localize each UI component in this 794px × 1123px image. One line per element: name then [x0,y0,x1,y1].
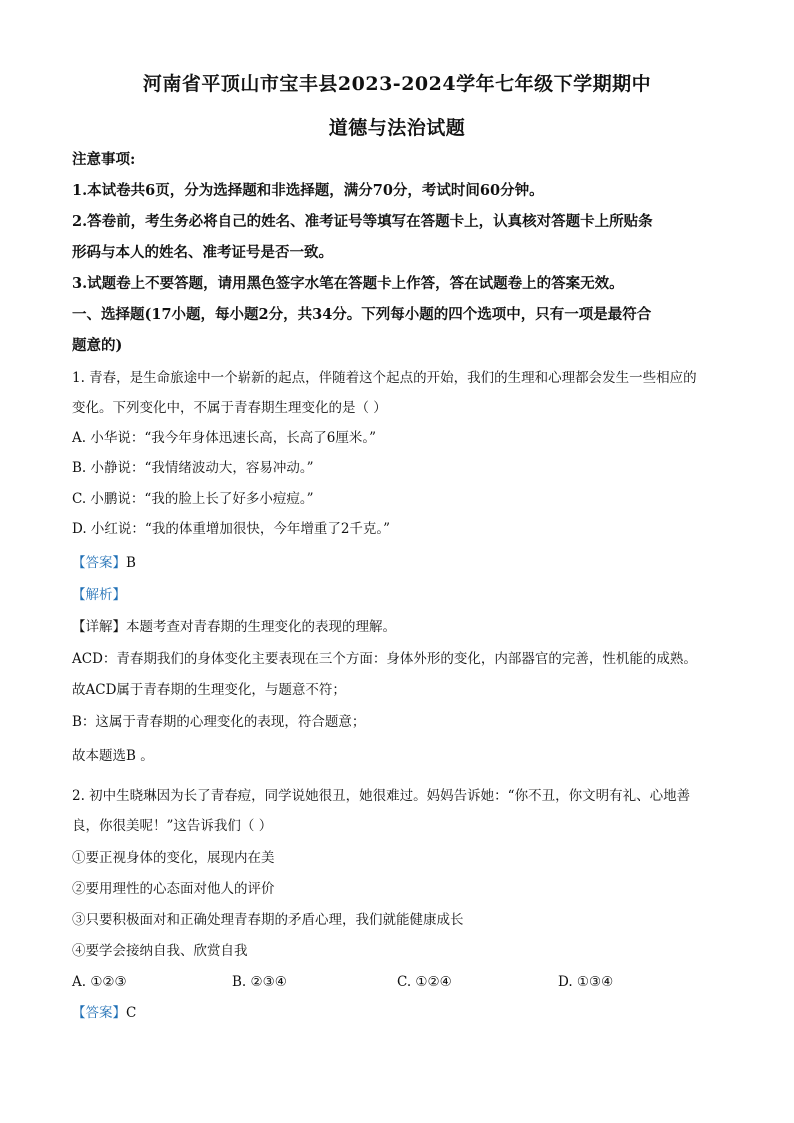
section-heading-line1: 一、选择题(17小题，每小题2分，共34分。下列每小题的四个选项中，只有一项是最符合 [72,306,652,323]
q2-statement: ④要学会接纳自我、欣赏自我 [72,943,248,959]
answer-value: B [126,555,136,571]
q1-detail [72,617,732,637]
q2-statement: ③只要积极面对和正确处理青春期的矛盾心理，我们就能健康成长 [72,912,464,928]
notice-item: 1.本试卷共6页，分为选择题和非选择题，满分70分，考试时间60分钟。 [72,182,544,199]
exam-title-line1: 河南省平顶山市宝丰县2023-2024学年七年级下学期期中 [142,73,652,95]
q1-explain-line: 故本题选B 。 [72,748,154,764]
detail-tag: 【详解】 [72,619,126,635]
exam-title-line2: 道德与法治试题 [328,117,466,139]
q2-option-b: B. ②③④ [232,974,287,990]
q1-explain-line: ACD：青春期我们的身体变化主要表现在三个方面：身体外形的变化，内部器官的完善，性机能的成熟。 [72,651,697,667]
q2-answer [72,1003,732,1023]
notice-item: 形码与本人的姓名、准考证号是否一致。 [72,244,333,261]
q2-stem-line2: 良，你很美呢！”这告诉我们（ ） [72,818,273,834]
detail-text: 本题考查对青春期的生理变化的表现的理解。 [126,619,396,635]
answer-tag: 【答案】 [72,555,126,571]
q1-stem-line1: 1. 青春，是生命旅途中一个崭新的起点，伴随着这个起点的开始，我们的生理和心理都会发生一些相应的 [72,370,697,386]
q2-option-d: D. ①③④ [558,974,614,990]
answer-value: C [126,1005,137,1021]
q2-statement: ①要正视身体的变化，展现内在美 [72,850,275,866]
q2-option-a: A. ①②③ [72,974,127,990]
q1-option-d: D. 小红说：“我的体重增加很快，今年增重了2千克。” [72,521,391,537]
q1-option-c: C. 小鹏说：“我的脸上长了好多小痘痘。” [72,491,314,507]
q1-analysis [72,585,732,605]
notice-item: 2.答卷前，考生务必将自己的姓名、准考证号等填写在答题卡上，认真核对答题卡上所贴条 [72,213,653,230]
q1-explain-line: B：这属于青春期的心理变化的表现，符合题意； [72,714,366,730]
notice-heading: 注意事项: [72,151,136,168]
q2-statement: ②要用理性的心态面对他人的评价 [72,881,275,897]
q1-stem-line2: 变化。下列变化中，不属于青春期生理变化的是（ ） [72,400,387,416]
answer-tag: 【答案】 [72,1005,126,1021]
q1-option-b: B. 小静说：“我情绪波动大，容易冲动。” [72,460,314,476]
notice-item: 3.试题卷上不要答题，请用黑色签字水笔在答题卡上作答，答在试题卷上的答案无效。 [72,275,624,292]
analysis-tag: 【解析】 [72,587,126,603]
q1-explain-line: 故ACD属于青春期的生理变化，与题意不符； [72,682,346,698]
q1-option-a: A. 小华说：“我今年身体迅速长高，长高了6厘米。” [72,430,376,446]
q2-stem-line1: 2. 初中生晓琳因为长了青春痘，同学说她很丑，她很难过。妈妈告诉她：“你不丑，你文明有礼、心地善 [72,788,691,804]
section-heading-line2: 题意的) [72,337,123,354]
q2-option-c: C. ①②④ [397,974,452,990]
q1-answer [72,553,732,573]
